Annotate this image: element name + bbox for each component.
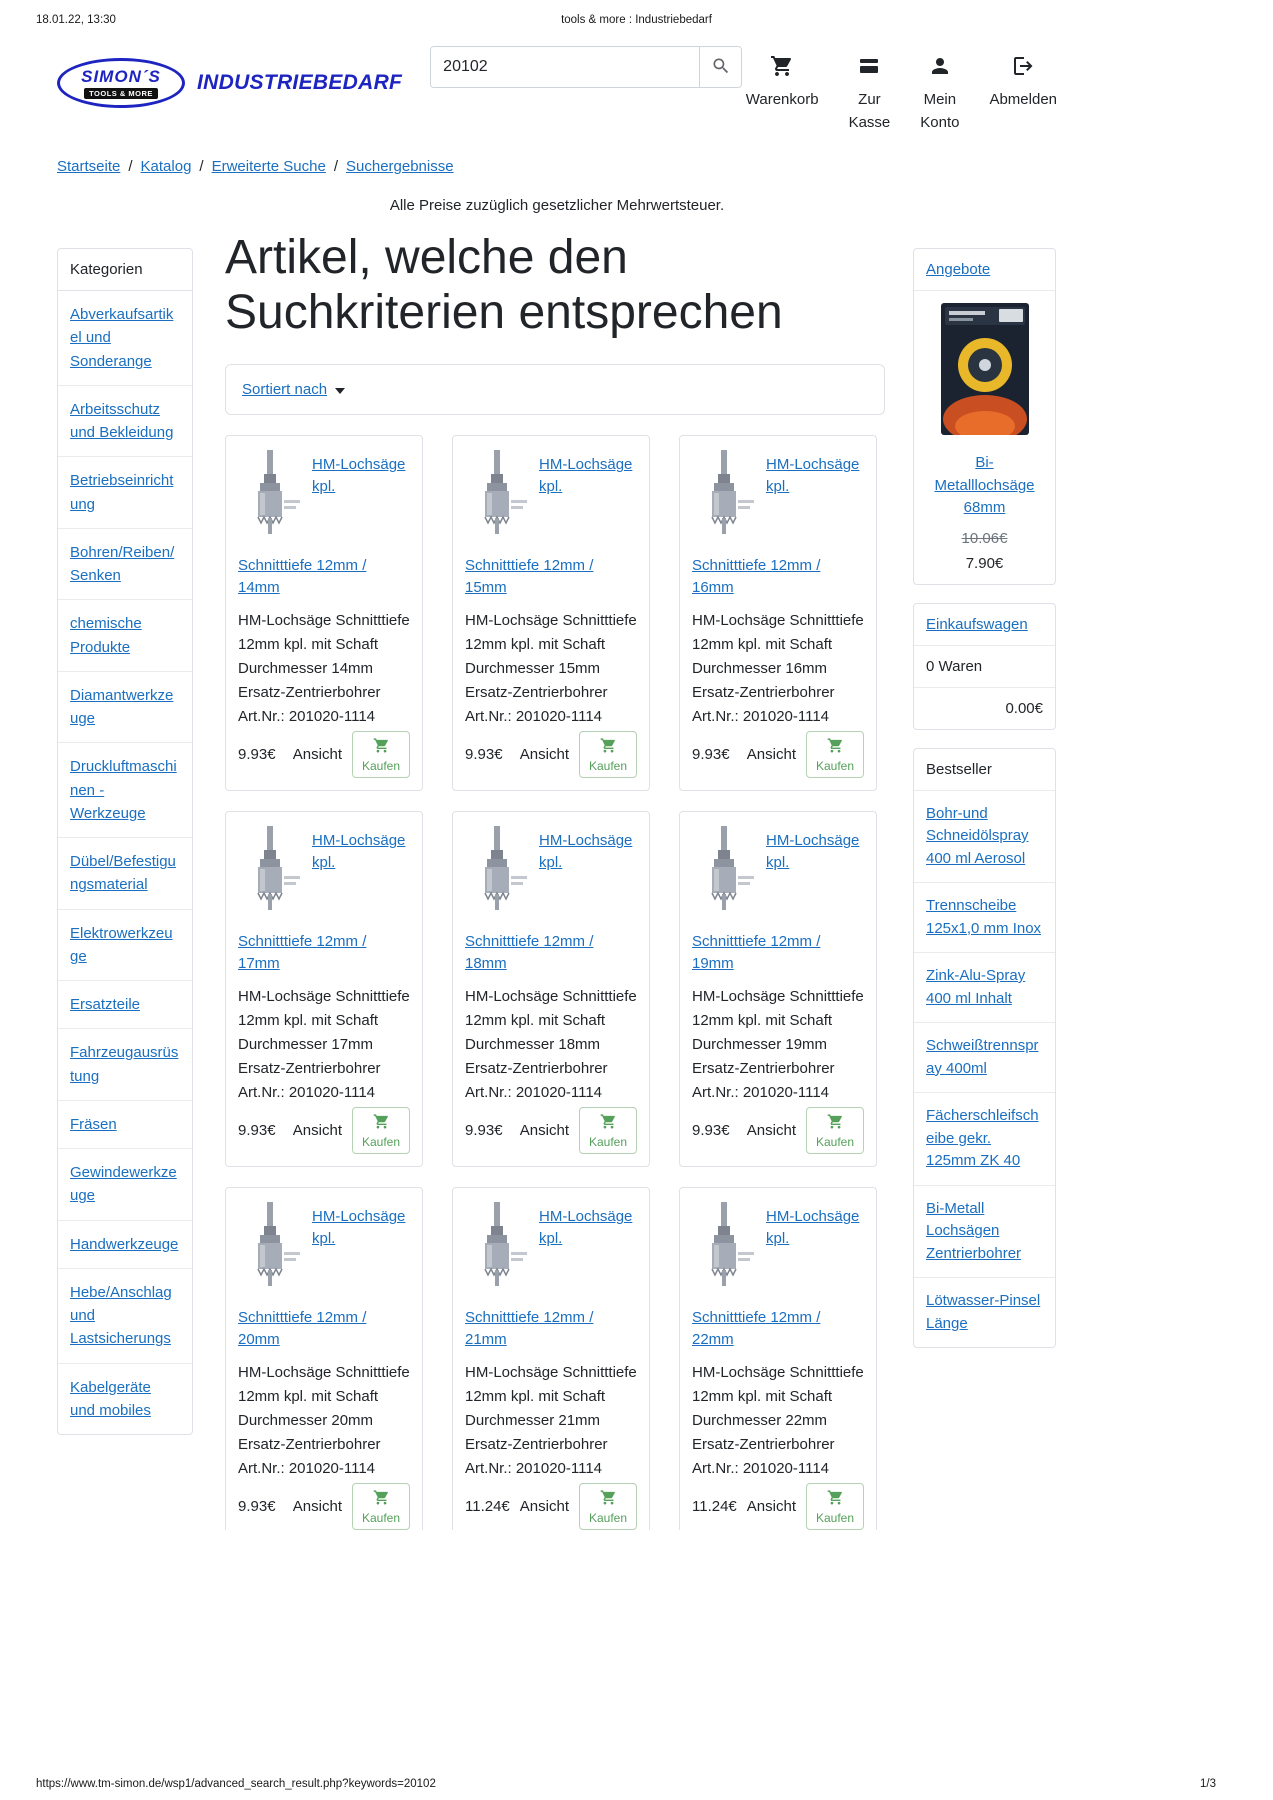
product-image[interactable] bbox=[465, 448, 531, 545]
nav-account-label: Mein Konto bbox=[920, 91, 960, 131]
right-sidebar bbox=[913, 248, 1056, 1366]
product-subtitle-link[interactable]: Schnitttiefe 12mm / 14mm bbox=[238, 557, 367, 597]
sidebar-category-link[interactable]: Abverkaufsartikel und Sonderange bbox=[58, 291, 192, 386]
product-description: HM-Lochsäge Schnitttiefe 12mm kpl. mit Schaft Durchmesser 14mm Ersatz-Zentrierbohrer Art.Nr.: 201020-1114 bbox=[238, 611, 410, 725]
product-card bbox=[225, 435, 423, 791]
buy-button[interactable] bbox=[352, 731, 410, 778]
nav-checkout[interactable] bbox=[849, 54, 891, 134]
sidebar-category-link[interactable]: Fräsen bbox=[58, 1101, 192, 1149]
print-header bbox=[36, 14, 1237, 30]
product-card-top bbox=[238, 824, 410, 921]
product-card-footer bbox=[692, 1107, 864, 1154]
buy-button[interactable] bbox=[806, 1483, 864, 1530]
product-title-link[interactable]: HM-Lochsäge kpl. bbox=[539, 1208, 633, 1248]
cart-total: 0.00€ bbox=[1005, 699, 1043, 717]
bestseller-list bbox=[914, 791, 1055, 1348]
view-button[interactable]: Ansicht bbox=[746, 1498, 796, 1516]
sidebar-category-link[interactable]: Kabelgeräte und mobiles bbox=[70, 1378, 151, 1419]
breadcrumb-link[interactable]: Startseite bbox=[57, 158, 121, 175]
offer-old-price: 10.06€ bbox=[961, 529, 1008, 547]
product-description: HM-Lochsäge Schnitttiefe 12mm kpl. mit Schaft Durchmesser 17mm Ersatz-Zentrierbohrer Art.Nr.: 201020-1114 bbox=[238, 987, 410, 1101]
buy-button[interactable] bbox=[352, 1483, 410, 1530]
sort-box bbox=[225, 364, 885, 415]
product-card-top bbox=[238, 1200, 410, 1297]
product-price: 9.93€ bbox=[465, 1122, 503, 1140]
product-card bbox=[679, 1187, 877, 1530]
product-price: 9.93€ bbox=[465, 746, 503, 764]
buy-button-label: Kaufen bbox=[815, 759, 855, 774]
search-icon bbox=[711, 56, 731, 79]
sidebar-category-link[interactable]: Ersatzteile bbox=[58, 981, 192, 1029]
product-card-footer bbox=[692, 731, 864, 778]
buy-button-label: Kaufen bbox=[361, 759, 401, 774]
user-icon bbox=[928, 54, 952, 83]
sort-dropdown[interactable]: Sortiert nach bbox=[242, 381, 328, 399]
sidebar-category-link[interactable]: Diamantwerkzeuge bbox=[58, 672, 192, 744]
cart-box-title-link[interactable]: Einkaufswagen bbox=[914, 604, 1055, 646]
product-description: HM-Lochsäge Schnitttiefe 12mm kpl. mit Schaft Durchmesser 16mm Ersatz-Zentrierbohrer Art.Nr.: 201020-1114 bbox=[692, 611, 864, 725]
product-card-top bbox=[465, 448, 637, 545]
product-price: 9.93€ bbox=[238, 1122, 276, 1140]
buy-button[interactable] bbox=[579, 1107, 637, 1154]
product-image[interactable] bbox=[465, 1200, 531, 1297]
logo[interactable] bbox=[57, 58, 402, 108]
buy-button-label: Kaufen bbox=[815, 1135, 855, 1150]
breadcrumb-item bbox=[212, 158, 338, 175]
product-subtitle-link[interactable]: Schnitttiefe 12mm / 17mm bbox=[238, 933, 367, 973]
product-grid bbox=[225, 435, 885, 1530]
offer-price: 7.90€ bbox=[965, 554, 1004, 572]
product-card-footer bbox=[238, 731, 410, 778]
product-price: 9.93€ bbox=[692, 1122, 730, 1140]
view-button[interactable]: Ansicht bbox=[292, 1498, 342, 1516]
breadcrumb-link[interactable]: Suchergebnisse bbox=[346, 158, 454, 175]
breadcrumb bbox=[57, 158, 1057, 175]
buy-button[interactable] bbox=[806, 1107, 864, 1154]
product-description: HM-Lochsäge Schnitttiefe 12mm kpl. mit Schaft Durchmesser 20mm Ersatz-Zentrierbohrer Art.Nr.: 201020-1114 bbox=[238, 1363, 410, 1477]
buy-button-label: Kaufen bbox=[588, 1135, 628, 1150]
product-card bbox=[679, 811, 877, 1167]
logo-oval bbox=[57, 58, 185, 108]
product-card bbox=[452, 811, 650, 1167]
breadcrumb-item bbox=[346, 158, 454, 175]
product-description: HM-Lochsäge Schnitttiefe 12mm kpl. mit Schaft Durchmesser 21mm Ersatz-Zentrierbohrer Art.Nr.: 201020-1114 bbox=[465, 1363, 637, 1477]
view-button[interactable]: Ansicht bbox=[519, 1498, 569, 1516]
breadcrumb-link[interactable]: Erweiterte Suche bbox=[211, 158, 326, 175]
product-subtitle-link[interactable]: Schnitttiefe 12mm / 22mm bbox=[692, 1309, 821, 1349]
sidebar-category-link[interactable]: Fahrzeugausrüstung bbox=[58, 1029, 192, 1101]
product-card-footer bbox=[465, 731, 637, 778]
buy-cart-icon bbox=[373, 1113, 390, 1133]
bestseller-link[interactable]: Trennscheibe 125x1,0 mm Inox bbox=[914, 883, 1055, 953]
bestseller-box bbox=[913, 748, 1056, 1349]
vat-notice: Alle Preise zuzüglich gesetzlicher Mehrwertsteuer. bbox=[389, 197, 725, 214]
offers-box bbox=[913, 248, 1056, 585]
buy-button-label: Kaufen bbox=[588, 1511, 628, 1526]
offer-body bbox=[914, 291, 1055, 584]
chevron-down-icon[interactable] bbox=[335, 388, 345, 394]
offer-product-link[interactable]: Bi-Metalllochsäge 68mm bbox=[934, 454, 1035, 516]
sidebar-category-link[interactable]: Arbeitsschutz und Bekleidung bbox=[58, 386, 192, 458]
product-card-footer bbox=[692, 1483, 864, 1530]
buy-button[interactable] bbox=[806, 731, 864, 778]
nav-checkout-label: Zur Kasse bbox=[848, 91, 891, 131]
buy-button[interactable] bbox=[579, 1483, 637, 1530]
print-page-number: 1/3 bbox=[1200, 1778, 1216, 1790]
buy-button-label: Kaufen bbox=[588, 759, 628, 774]
product-card bbox=[679, 435, 877, 791]
print-url: https://www.tm-simon.de/wsp1/advanced_search_result.php?keywords=20102 bbox=[36, 1778, 436, 1790]
product-image[interactable] bbox=[238, 448, 304, 545]
checkout-icon bbox=[857, 54, 881, 83]
sidebar-category-link[interactable]: Bohren/Reiben/Senken bbox=[58, 529, 192, 601]
product-card-top bbox=[692, 1200, 864, 1297]
product-card-footer bbox=[238, 1483, 410, 1530]
product-card-top bbox=[238, 448, 410, 545]
category-sidebar bbox=[57, 248, 193, 1435]
bestseller-link[interactable]: Zink-Alu-Spray 400 ml Inhalt bbox=[914, 953, 1055, 1023]
product-title-link[interactable]: HM-Lochsäge kpl. bbox=[766, 832, 860, 872]
view-button[interactable]: Ansicht bbox=[519, 746, 569, 764]
product-title-link[interactable]: HM-Lochsäge kpl. bbox=[766, 456, 860, 496]
nav-account[interactable] bbox=[920, 54, 959, 134]
sidebar-category-link[interactable]: chemische Produkte bbox=[58, 600, 192, 672]
view-button[interactable]: Ansicht bbox=[292, 746, 342, 764]
search-button[interactable] bbox=[699, 47, 741, 87]
brand-text: INDUSTRIEBEDARF bbox=[197, 71, 403, 94]
breadcrumb-link[interactable]: Katalog bbox=[140, 158, 192, 175]
product-image[interactable] bbox=[692, 448, 758, 545]
sidebar-category-link[interactable]: Betriebseinrichtung bbox=[58, 457, 192, 529]
buy-button-label: Kaufen bbox=[361, 1135, 401, 1150]
product-title-link[interactable]: HM-Lochsäge kpl. bbox=[766, 1208, 860, 1248]
buy-cart-icon bbox=[600, 1489, 617, 1509]
nav-logout[interactable] bbox=[989, 54, 1057, 134]
nav-cart-label: Warenkorb bbox=[745, 91, 819, 108]
sidebar-category-link[interactable]: Dübel/Befestigungsmaterial bbox=[58, 838, 192, 910]
product-title-link[interactable]: HM-Lochsäge kpl. bbox=[539, 456, 633, 496]
bestseller-link[interactable]: Schweißtrennspray 400ml bbox=[914, 1023, 1055, 1093]
content bbox=[57, 230, 1057, 1530]
bestseller-link[interactable]: Fächerschleifscheibe gekr. 125mm ZK 40 bbox=[914, 1093, 1055, 1186]
nav-cart[interactable] bbox=[746, 54, 819, 134]
buy-cart-icon bbox=[827, 737, 844, 757]
view-button[interactable]: Ansicht bbox=[519, 1122, 569, 1140]
product-card-top bbox=[465, 1200, 637, 1297]
cart-icon bbox=[770, 54, 794, 83]
search-bar bbox=[430, 46, 742, 88]
buy-cart-icon bbox=[373, 737, 390, 757]
view-button[interactable]: Ansicht bbox=[746, 746, 796, 764]
print-doc-title: tools & more : Industriebedarf bbox=[561, 14, 712, 26]
product-card-top bbox=[692, 448, 864, 545]
cart-box bbox=[913, 603, 1056, 730]
sidebar-category-link[interactable]: Druckluftmaschinen - Werkzeuge bbox=[58, 743, 192, 838]
buy-button-label: Kaufen bbox=[815, 1511, 855, 1526]
product-subtitle-link[interactable]: Schnitttiefe 12mm / 21mm bbox=[465, 1309, 594, 1349]
product-card-footer bbox=[465, 1483, 637, 1530]
product-price: 11.24€ bbox=[692, 1498, 737, 1516]
sidebar-category-link[interactable]: Elektrowerkzeuge bbox=[58, 910, 192, 982]
buy-cart-icon bbox=[373, 1489, 390, 1509]
sidebar-category-link[interactable]: Gewindewerkzeuge bbox=[58, 1149, 192, 1221]
product-card bbox=[225, 811, 423, 1167]
page bbox=[57, 46, 1057, 1530]
bestseller-link[interactable]: Lötwasser-Pinsel Länge bbox=[926, 1292, 1041, 1332]
logo-name: SIMON´S bbox=[81, 67, 161, 86]
product-image[interactable] bbox=[238, 1200, 304, 1297]
sidebar-list bbox=[58, 291, 192, 1434]
product-title-link[interactable]: HM-Lochsäge kpl. bbox=[539, 832, 633, 872]
product-card bbox=[225, 1187, 423, 1530]
page-title: Artikel, welche den Suchkriterien entsprechen bbox=[225, 231, 783, 340]
product-title-link[interactable]: HM-Lochsäge kpl. bbox=[312, 1208, 406, 1248]
product-price: 9.93€ bbox=[692, 746, 730, 764]
buy-cart-icon bbox=[827, 1113, 844, 1133]
sidebar-category-link[interactable]: Hebe/Anschlag und Lastsicherungs bbox=[58, 1269, 192, 1364]
product-title-link[interactable]: HM-Lochsäge kpl. bbox=[312, 456, 406, 496]
product-description: HM-Lochsäge Schnitttiefe 12mm kpl. mit Schaft Durchmesser 19mm Ersatz-Zentrierbohrer Art.Nr.: 201020-1114 bbox=[692, 987, 864, 1101]
product-card-footer bbox=[238, 1107, 410, 1154]
bestseller-link[interactable]: Bohr-und Schneidölspray 400 ml Aerosol bbox=[914, 791, 1055, 884]
product-description: HM-Lochsäge Schnitttiefe 12mm kpl. mit Schaft Durchmesser 15mm Ersatz-Zentrierbohrer Art.Nr.: 201020-1114 bbox=[465, 611, 637, 725]
header-nav bbox=[746, 54, 1057, 134]
buy-button[interactable] bbox=[579, 731, 637, 778]
bestseller-link[interactable]: Bi-Metall Lochsägen Zentrierbohrer bbox=[914, 1186, 1055, 1279]
product-card-footer bbox=[465, 1107, 637, 1154]
product-card-top bbox=[692, 824, 864, 921]
breadcrumb-item bbox=[57, 158, 133, 175]
product-image[interactable] bbox=[692, 824, 758, 921]
product-subtitle-link[interactable]: Schnitttiefe 12mm / 18mm bbox=[465, 933, 594, 973]
product-description: HM-Lochsäge Schnitttiefe 12mm kpl. mit Schaft Durchmesser 18mm Ersatz-Zentrierbohrer Art.Nr.: 201020-1114 bbox=[465, 987, 637, 1101]
product-card bbox=[452, 435, 650, 791]
logo-tagline: TOOLS & MORE bbox=[84, 88, 158, 99]
product-subtitle-link[interactable]: Schnitttiefe 12mm / 16mm bbox=[692, 557, 821, 597]
buy-button[interactable] bbox=[352, 1107, 410, 1154]
product-image[interactable] bbox=[465, 824, 531, 921]
nav-logout-label: Abmelden bbox=[989, 91, 1057, 108]
product-description: HM-Lochsäge Schnitttiefe 12mm kpl. mit Schaft Durchmesser 22mm Ersatz-Zentrierbohrer Art.Nr.: 201020-1114 bbox=[692, 1363, 864, 1477]
offer-product-image[interactable] bbox=[941, 422, 1029, 439]
product-title-link[interactable]: HM-Lochsäge kpl. bbox=[312, 832, 406, 872]
main-column bbox=[225, 230, 885, 1530]
breadcrumb-separator: / bbox=[128, 158, 133, 175]
view-button[interactable]: Ansicht bbox=[292, 1122, 342, 1140]
offers-title-link[interactable]: Angebote bbox=[914, 249, 1055, 291]
buy-button-label: Kaufen bbox=[361, 1511, 401, 1526]
product-card bbox=[452, 1187, 650, 1530]
product-card-top bbox=[465, 824, 637, 921]
buy-cart-icon bbox=[600, 737, 617, 757]
product-price: 11.24€ bbox=[465, 1498, 510, 1516]
logout-icon bbox=[1011, 54, 1035, 83]
product-subtitle-link[interactable]: Schnitttiefe 12mm / 20mm bbox=[238, 1309, 367, 1349]
print-datetime: 18.01.22, 13:30 bbox=[36, 14, 116, 26]
site-header bbox=[57, 46, 1057, 134]
sidebar-category-link[interactable]: Handwerkzeuge bbox=[58, 1221, 192, 1269]
product-price: 9.93€ bbox=[238, 1498, 276, 1516]
product-subtitle-link[interactable]: Schnitttiefe 12mm / 15mm bbox=[465, 557, 594, 597]
sidebar-title: Kategorien bbox=[58, 249, 192, 291]
buy-cart-icon bbox=[600, 1113, 617, 1133]
breadcrumb-separator: / bbox=[199, 158, 204, 175]
product-subtitle-link[interactable]: Schnitttiefe 12mm / 19mm bbox=[692, 933, 821, 973]
print-footer bbox=[36, 1778, 1216, 1790]
product-price: 9.93€ bbox=[238, 746, 276, 764]
product-image[interactable] bbox=[692, 1200, 758, 1297]
view-button[interactable]: Ansicht bbox=[746, 1122, 796, 1140]
product-image[interactable] bbox=[238, 824, 304, 921]
breadcrumb-item bbox=[141, 158, 204, 175]
bestseller-title: Bestseller bbox=[914, 749, 1055, 791]
buy-cart-icon bbox=[827, 1489, 844, 1509]
cart-item-count: 0 Waren bbox=[914, 646, 1055, 688]
breadcrumb-separator: / bbox=[333, 158, 338, 175]
search-input[interactable] bbox=[431, 47, 699, 87]
